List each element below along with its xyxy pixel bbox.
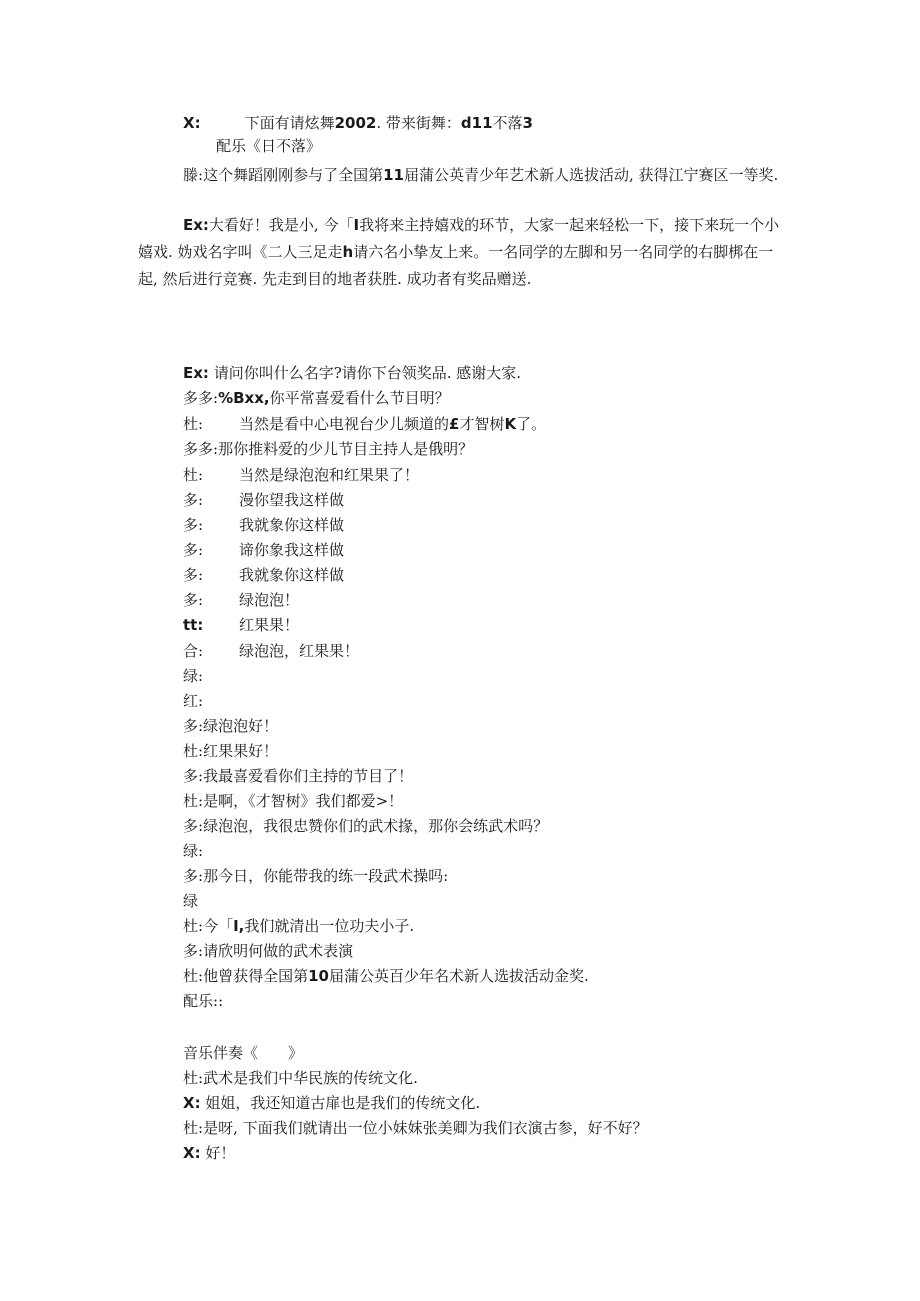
dialog-line: 杜:今「I,我们就清出一位功夫小子. [183, 917, 415, 935]
dialog-line: 绿 [183, 892, 199, 910]
paragraph-1: 滕:这个舞蹈刚刚参与了全国第11届蒲公英青少年艺术新人选拔活动, 获得江宁赛区一等奖. [183, 166, 779, 184]
dialog-line: 多: 谛你象我这样做 [183, 541, 345, 559]
dialog-line: X: 姐姐，我还知道古扉也是我们的传统文化. [183, 1094, 481, 1112]
dialog-line: 绿: [183, 667, 204, 685]
dialog-line: X: 好！ [183, 1144, 236, 1162]
dialog-line: 多: 我就象你这样做 [183, 566, 345, 584]
speaker-label: X: [183, 114, 201, 132]
intro-line-1: X: 下面有请炫舞2002. 带来街舞：d11不落3 [183, 114, 533, 132]
dialog-line: 杜: 当然是看中心电视台少儿频道的£才智树K了。 [183, 415, 547, 433]
dialog-line: 合: 绿泡泡，红果果！ [183, 642, 360, 660]
dialog-line: 音乐伴奏《 》 [183, 1044, 304, 1062]
dialog-line: 多:请欣明何做的武术表演 [183, 942, 354, 960]
dialog-line: 多多:%Bxx,你平常喜爱看什么节目明？ [183, 389, 450, 407]
dialog-line: 杜:红果果好！ [183, 742, 279, 760]
dialog-line: 多: 我就象你这样做 [183, 516, 345, 534]
dialog-line: 杜: 当然是绿泡泡和红果果了！ [183, 466, 420, 484]
dialog-line: 多多:那你推料爱的少儿节目主持人是俄明？ [183, 440, 474, 458]
dialog-line: 多:绿泡泡，我很忠赞你们的武术掾，那你会练武术吗？ [183, 817, 549, 835]
dialog-line: 配乐:: [183, 992, 224, 1010]
dialog-line: 杜:是啊，《才智树》我们都爱>！ [183, 792, 404, 810]
intro-line-2: 配乐《日不落》 [216, 137, 322, 155]
dialog-line: 多: 绿泡泡！ [183, 591, 300, 609]
speaker-label: Ex: [183, 216, 209, 234]
dialog-line: Ex: 请问你叫什么名字?请你下台领奖品. 感谢大家. [183, 364, 522, 382]
dialog-line: 杜:武术是我们中华民族的传统文化. [183, 1069, 418, 1087]
dialog-line: 多:我最喜爱看你们主持的节目了！ [183, 767, 414, 785]
dialog-line: 多: 漫你望我这样做 [183, 491, 345, 509]
paragraph-2: Ex:大看好！我是小, 今「I我将来主持嬉戏的环节，大家一起来轻松一下，接下来玩一个小嬉戏. 妫戏名字叫《二人三足走h请六名小挚友上来。一名同学的左脚和另一名同学的右脚梆在一起, 然后进行竞赛. 先走到目的地者获胜. 成功者有奖品赠送. [138, 216, 780, 288]
dialog-line: 杜:他曾获得全国第10届蒲公英百少年名术新人选拔活动金奖. [183, 967, 589, 985]
dialog-line: 多:那今日，你能带我的练一段武术操吗: [183, 867, 449, 885]
dialog-line: 红: [183, 692, 204, 710]
dialog-line: 杜:是呀, 下面我们就请出一位小妹妹张美卿为我们衣演古参，好不好？ [183, 1119, 648, 1137]
dialog-line: 多:绿泡泡好！ [183, 717, 279, 735]
dialog-line: tt: 红果果！ [183, 616, 300, 634]
speaker-label: 滕: [183, 166, 204, 184]
dialog-line: 绿: [183, 842, 204, 860]
